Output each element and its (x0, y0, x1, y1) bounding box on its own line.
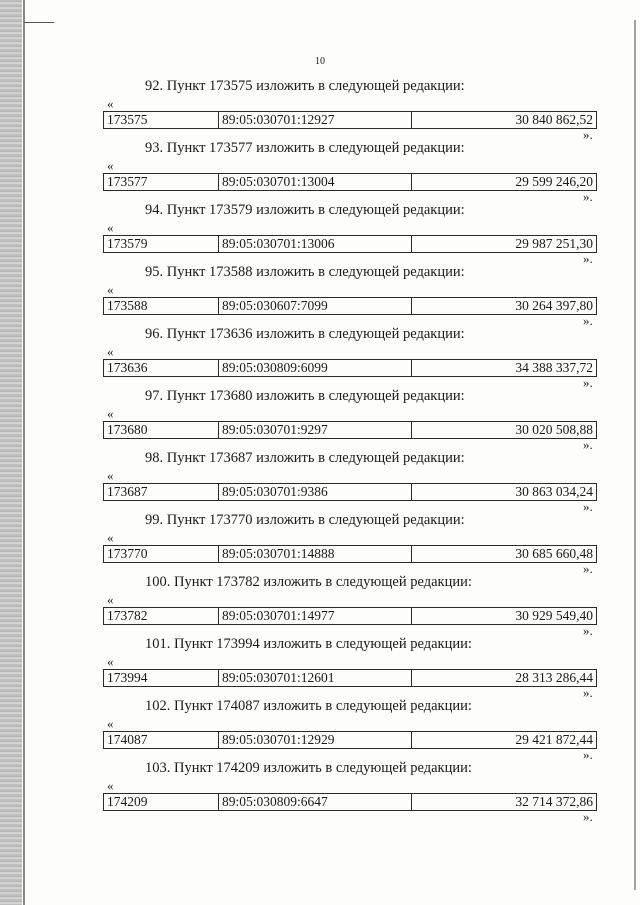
item-number-cell: 173579 (104, 236, 219, 252)
scan-top-mark (24, 22, 54, 23)
amendment-heading: 95. Пункт 173588 изложить в следующей редакции: (145, 264, 465, 280)
amendment-item (0, 264, 640, 326)
amendment-heading: 92. Пункт 173575 изложить в следующей редакции: (145, 78, 465, 94)
amendment-item (0, 512, 640, 574)
amendment-heading: 93. Пункт 173577 изложить в следующей редакции: (145, 140, 465, 156)
cadastral-number-cell: 89:05:030809:6647 (219, 794, 412, 810)
amendment-list (0, 78, 640, 822)
value-cell: 30 264 397,80 (515, 298, 593, 313)
amendment-heading: 102. Пункт 174087 изложить в следующей редакции: (145, 698, 472, 714)
table-row (103, 297, 597, 315)
cadastral-number-cell: 89:05:030701:9386 (219, 484, 412, 500)
item-number-cell: 173636 (104, 360, 219, 376)
table-row (103, 359, 597, 377)
close-quote: ». (583, 809, 593, 824)
amendment-item (0, 636, 640, 698)
cadastral-number-cell: 89:05:030809:6099 (219, 360, 412, 376)
open-quote: « (107, 778, 114, 793)
page-number: 10 (315, 56, 325, 67)
open-quote: « (107, 158, 114, 173)
value-cell: 30 929 549,40 (515, 608, 593, 623)
close-quote: ». (583, 561, 593, 576)
table-row (103, 111, 597, 129)
table-row (103, 545, 597, 563)
cadastral-number-cell: 89:05:030607:7099 (219, 298, 412, 314)
close-quote: ». (583, 685, 593, 700)
amendment-heading: 94. Пункт 173579 изложить в следующей редакции: (145, 202, 465, 218)
open-quote: « (107, 468, 114, 483)
open-quote: « (107, 654, 114, 669)
item-number-cell: 173687 (104, 484, 219, 500)
close-quote: ». (583, 189, 593, 204)
table-row (103, 669, 597, 687)
amendment-heading: 100. Пункт 173782 изложить в следующей редакции: (145, 574, 472, 590)
amendment-item (0, 450, 640, 512)
table-row (103, 421, 597, 439)
open-quote: « (107, 592, 114, 607)
close-quote: ». (583, 251, 593, 266)
close-quote: ». (583, 623, 593, 638)
cadastral-number-cell: 89:05:030701:14977 (219, 608, 412, 624)
close-quote: ». (583, 747, 593, 762)
table-row (103, 793, 597, 811)
open-quote: « (107, 344, 114, 359)
value-cell: 30 020 508,88 (515, 422, 593, 437)
amendment-heading: 96. Пункт 173636 изложить в следующей редакции: (145, 326, 465, 342)
close-quote: ». (583, 375, 593, 390)
item-number-cell: 174209 (104, 794, 219, 810)
cadastral-number-cell: 89:05:030701:13006 (219, 236, 412, 252)
item-number-cell: 173588 (104, 298, 219, 314)
value-cell: 30 685 660,48 (515, 546, 593, 561)
value-cell: 32 714 372,86 (515, 794, 593, 809)
amendment-heading: 101. Пункт 173994 изложить в следующей редакции: (145, 636, 472, 652)
cadastral-number-cell: 89:05:030701:12929 (219, 732, 412, 748)
item-number-cell: 173994 (104, 670, 219, 686)
cadastral-number-cell: 89:05:030701:14888 (219, 546, 412, 562)
amendment-item (0, 140, 640, 202)
amendment-item (0, 388, 640, 450)
value-cell: 28 313 286,44 (515, 670, 593, 685)
close-quote: ». (583, 499, 593, 514)
table-row (103, 607, 597, 625)
cadastral-number-cell: 89:05:030701:12601 (219, 670, 412, 686)
value-cell: 29 599 246,20 (515, 174, 593, 189)
value-cell: 34 388 337,72 (515, 360, 593, 375)
value-cell: 29 421 872,44 (515, 732, 593, 747)
open-quote: « (107, 96, 114, 111)
amendment-item (0, 760, 640, 822)
close-quote: ». (583, 313, 593, 328)
item-number-cell: 173577 (104, 174, 219, 190)
table-row (103, 483, 597, 501)
open-quote: « (107, 282, 114, 297)
item-number-cell: 173575 (104, 112, 219, 128)
open-quote: « (107, 716, 114, 731)
open-quote: « (107, 220, 114, 235)
item-number-cell: 174087 (104, 732, 219, 748)
open-quote: « (107, 530, 114, 545)
cadastral-number-cell: 89:05:030701:9297 (219, 422, 412, 438)
table-row (103, 235, 597, 253)
cadastral-number-cell: 89:05:030701:13004 (219, 174, 412, 190)
amendment-item (0, 202, 640, 264)
value-cell: 29 987 251,30 (515, 236, 593, 251)
amendment-heading: 103. Пункт 174209 изложить в следующей редакции: (145, 760, 472, 776)
cadastral-number-cell: 89:05:030701:12927 (219, 112, 412, 128)
item-number-cell: 173782 (104, 608, 219, 624)
amendment-heading: 99. Пункт 173770 изложить в следующей редакции: (145, 512, 465, 528)
close-quote: ». (583, 437, 593, 452)
value-cell: 30 840 862,52 (515, 112, 593, 127)
amendment-item (0, 574, 640, 636)
item-number-cell: 173770 (104, 546, 219, 562)
table-row (103, 173, 597, 191)
open-quote: « (107, 406, 114, 421)
amendment-item (0, 326, 640, 388)
amendment-item (0, 698, 640, 760)
close-quote: ». (583, 127, 593, 142)
amendment-heading: 97. Пункт 173680 изложить в следующей редакции: (145, 388, 465, 404)
table-row (103, 731, 597, 749)
amendment-item (0, 78, 640, 140)
amendment-heading: 98. Пункт 173687 изложить в следующей редакции: (145, 450, 465, 466)
value-cell: 30 863 034,24 (515, 484, 593, 499)
item-number-cell: 173680 (104, 422, 219, 438)
